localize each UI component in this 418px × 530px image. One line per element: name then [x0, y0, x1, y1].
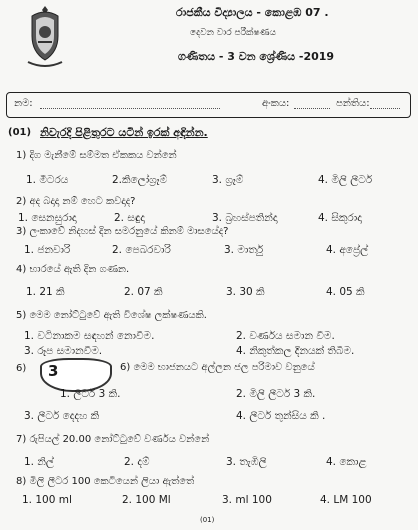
q6-option-3[interactable]: 3. ලීටර් දෙදහ කි: [24, 410, 100, 422]
q7-option-4[interactable]: 4. කොළ: [326, 456, 367, 468]
q5-option-1[interactable]: 1. වටිනාකම සඳහන් නොවීම.: [24, 330, 155, 342]
q7-option-1[interactable]: 1. නිල්: [24, 456, 54, 468]
section-number: (01): [8, 127, 32, 138]
q4-option-3[interactable]: 3. 30 කි: [226, 286, 265, 298]
subject-grade: ගණිතය - 3 වන ශ්‍රේණිය -2019: [178, 50, 335, 63]
q2-option-2[interactable]: 2. සඳුදා: [114, 212, 145, 224]
name-field[interactable]: [40, 108, 220, 109]
school-name: රාජකීය විද්‍යාලය - කොළඹ 07 .: [176, 6, 329, 19]
question-4: 4) භාරයේ ඇති දින ගණන.: [16, 264, 130, 275]
question-3: 3) ලංකාවේ නිදහස් දින සමරනුයේ කිනම් මාසයේද?: [16, 226, 229, 237]
q3-option-3[interactable]: 3. මාර්තු: [224, 244, 264, 256]
name-label: නම:: [14, 98, 33, 109]
q4-option-4[interactable]: 4. 05 කි: [326, 286, 365, 298]
q1-option-1[interactable]: 1. මීටරය: [26, 174, 69, 186]
q3-option-4[interactable]: 4. අප්‍රේල්: [326, 244, 369, 256]
class-label: පන්තිය:: [336, 98, 370, 109]
q8-option-2[interactable]: 2. 100 Ml: [122, 494, 171, 506]
q7-option-3[interactable]: 3. තැඹිලි: [226, 456, 267, 468]
q8-option-4[interactable]: 4. LM 100: [320, 494, 372, 506]
q4-option-1[interactable]: 1. 21 කි: [26, 286, 65, 298]
q1-option-2[interactable]: 2.කිලෝග්‍රෑම්: [112, 174, 168, 186]
q5-option-3[interactable]: 3. රූප සමානවීම.: [24, 345, 103, 357]
instruction: නිවැරදි පිළිතුරට යටින් ඉරක් අඳින්න.: [40, 126, 208, 139]
question-7: 7) රුපියල් 20.00 නෝට්ටුවේ වර්ණය වන්නේ: [16, 434, 210, 445]
q6-option-2[interactable]: 2. මිලි ලීටර් 3 කි.: [236, 388, 316, 400]
q2-option-3[interactable]: 3. බ්‍රහස්පතින්දා: [212, 212, 278, 224]
index-field[interactable]: [294, 108, 330, 109]
question-8: 8) මිලි ලීටර 100 කෙටියෙන් ලියා ඇත්තේ: [16, 476, 195, 487]
index-label: අංකය:: [262, 98, 290, 109]
q3-option-2[interactable]: 2. පෙබරවාරි: [112, 244, 171, 256]
q2-option-4[interactable]: 4. සිකුරාදා: [318, 212, 362, 224]
q2-option-1[interactable]: 1. සෙනසුරාදා: [18, 212, 77, 224]
q5-option-2[interactable]: 2. වර්ණය සමාන වීම.: [236, 330, 335, 342]
q3-option-1[interactable]: 1. ජනවාරි: [24, 244, 71, 256]
q6-option-1[interactable]: 1. ලීටර් 3 කි.: [60, 388, 121, 400]
q8-option-1[interactable]: 1. 100 ml: [22, 494, 72, 506]
question-1: 1) දිග මැනීමේ සම්මත ඒකකය වන්නේ: [16, 150, 177, 161]
q5-option-4[interactable]: 4. නිකුත්කල දිනයක් තිබීම.: [236, 345, 355, 357]
question-2: 2) අද බදාදා නම් හෙට කවදාද?: [16, 196, 136, 207]
term-title: දෙවන වාර පරීක්ෂණය: [190, 28, 277, 38]
q7-option-2[interactable]: 2. දම්: [124, 456, 150, 468]
page-number: (01): [200, 516, 215, 524]
q6-option-4[interactable]: 4. ලීටර් තුන්සිය කි .: [236, 410, 326, 422]
q1-option-3[interactable]: 3. ග්‍රෑම්: [212, 174, 244, 186]
q1-option-4[interactable]: 4. මිලි ලීටර්: [318, 174, 373, 186]
question-6: 6) මෙම භාජනයට අල්ලන ජල පරිමාව වනුයේ: [120, 362, 315, 373]
container-label: 3: [48, 362, 59, 380]
q8-option-3[interactable]: 3. ml 100: [222, 494, 272, 506]
school-crest-icon: [24, 2, 66, 74]
question-6-number: 6): [16, 363, 27, 374]
container-illustration: [40, 358, 112, 392]
question-5: 5) මෙම නෝට්ටුවේ ඇති විශේෂ ලක්ෂණයකි.: [16, 310, 207, 321]
q4-option-2[interactable]: 2. 07 කි: [124, 286, 163, 298]
class-field[interactable]: [370, 108, 400, 109]
